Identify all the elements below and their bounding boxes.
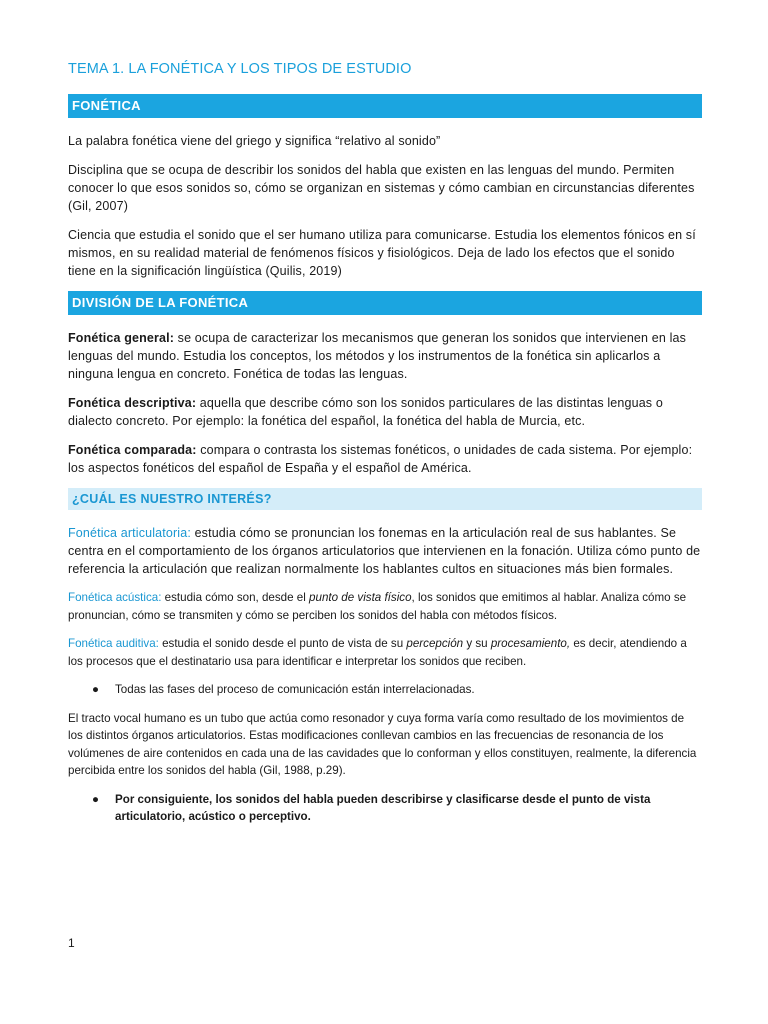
text-fonetica-auditiva-a: estudia el sonido desde el punto de vista de su: [158, 637, 407, 650]
text-fonetica-auditiva-b: y su: [463, 637, 491, 650]
paragraph-definition-quilis: Ciencia que estudia el sonido que el ser humano utiliza para comunicarse. Estudia los elementos fónicos en sí mismos, en su realidad material de fenómenos físicos y fisiológicos. Deja de lado los efectos que el sonido tiene en la significación lingüística (Quilis, 2019): [68, 228, 696, 278]
paragraph-definition-gil: Disciplina que se ocupa de describir los sonidos del habla que existen en las lenguas del mundo. Permiten conocer lo que esos sonidos so, cómo se organizan en sistemas y cómo cambian en circunstancias diferentes (Gil, 2007): [68, 163, 695, 213]
term-fonetica-articulatoria: Fonética articulatoria:: [68, 526, 191, 540]
text-fonetica-auditiva-c: es decir, atendiendo a los procesos que el destinatario usa para identificar e interpretar los sonidos que reciben.: [68, 637, 687, 668]
bullet-item-fases: [68, 681, 702, 699]
bullet-icon: ●: [92, 792, 100, 806]
section-heading-fonetica: FONÉTICA: [68, 94, 702, 118]
term-fonetica-acustica: Fonética acústica:: [68, 591, 162, 604]
paragraph-fonetica-general: [68, 329, 702, 383]
text-fonetica-descriptiva: aquella que describe cómo son los sonidos particulares de las distintas lenguas o dialecto concreto. Por ejemplo: la fonética del español, la fonética del habla de Murcia, etc.: [68, 396, 663, 428]
bullet-item-conclusion: [68, 791, 702, 826]
text-fonetica-auditiva-italic-1: percepción: [406, 637, 464, 650]
bullet-text-conclusion: Por consiguiente, los sonidos del habla pueden describirse y clasificarse desde el punto de vista articulatorio, acústico o perceptivo.: [115, 792, 651, 823]
bullet-icon: ●: [92, 683, 100, 696]
section-heading-division: DIVISIÓN DE LA FONÉTICA: [68, 291, 702, 315]
bullet-text-fases: Todas las fases del proceso de comunicación están interrelacionadas.: [115, 683, 475, 696]
paragraph-fonetica-acustica: [68, 589, 702, 624]
paragraph-fonetica-descriptiva: [68, 394, 702, 430]
section-heading-interes: ¿CUÁL ES NUESTRO INTERÉS?: [68, 488, 702, 510]
paragraph-fonetica-articulatoria: [68, 524, 702, 578]
document-title: TEMA 1. LA FONÉTICA Y LOS TIPOS DE ESTUDIO: [68, 61, 412, 77]
term-fonetica-comparada: Fonética comparada:: [68, 443, 197, 457]
text-fonetica-acustica-italic: punto de vista físico: [309, 591, 412, 604]
term-fonetica-general: Fonética general:: [68, 331, 175, 345]
term-fonetica-descriptiva: Fonética descriptiva:: [68, 396, 197, 410]
paragraph-fonetica-auditiva: [68, 635, 702, 670]
text-fonetica-acustica-a: estudia cómo son, desde el: [161, 591, 310, 604]
paragraph-tracto-vocal: El tracto vocal humano es un tubo que actúa como resonador y cuya forma varía como resultado de los movimientos de los distintos órganos articulatorios. Estas modificaciones conllevan cambios en las frecuencias de resonancia de los volúmenes de aire contenidos en cada una de las cavidades que lo conforman y ellos constituyen, realmente, la diferencia percibida entre los sonidos del habla (Gil, 1988, p.29).: [68, 711, 697, 777]
document-content: [68, 58, 702, 837]
page-number: 1: [68, 936, 75, 950]
paragraph-fonetica-comparada: [68, 441, 702, 477]
paragraph-etymology: La palabra fonética viene del griego y significa “relativo al sonido”: [68, 134, 441, 148]
text-fonetica-articulatoria: estudia cómo se pronuncian los fonemas en la articulación real de sus hablantes. Se centra en el comportamiento de los órganos articulatorios que intervienen en la fonación. Utiliza cómo punto de referencia la articulación que realizan normalmente los hablantes cultos en situaciones más bien formales.: [68, 526, 701, 576]
text-fonetica-general: se ocupa de caracterizar los mecanismos que generan los sonidos que intervienen en las lenguas del mundo. Estudia los conceptos, los métodos y los instrumentos de la fonética sin aplicarlos a ninguna lengua en concreto. Fonética de todas las lenguas.: [68, 331, 687, 381]
text-fonetica-acustica-b: , los sonidos que emitimos al hablar. Analiza cómo se pronuncian, cómo se transmiten y cómo se perciben los sonidos del habla con métodos físicos.: [68, 591, 687, 622]
term-fonetica-auditiva: Fonética auditiva:: [68, 637, 159, 650]
text-fonetica-auditiva-italic-2: procesamiento,: [490, 637, 571, 650]
text-fonetica-comparada: compara o contrasta los sistemas fonéticos, o unidades de cada sistema. Por ejemplo: los aspectos fonéticos del español de España y el español de América.: [68, 443, 693, 475]
